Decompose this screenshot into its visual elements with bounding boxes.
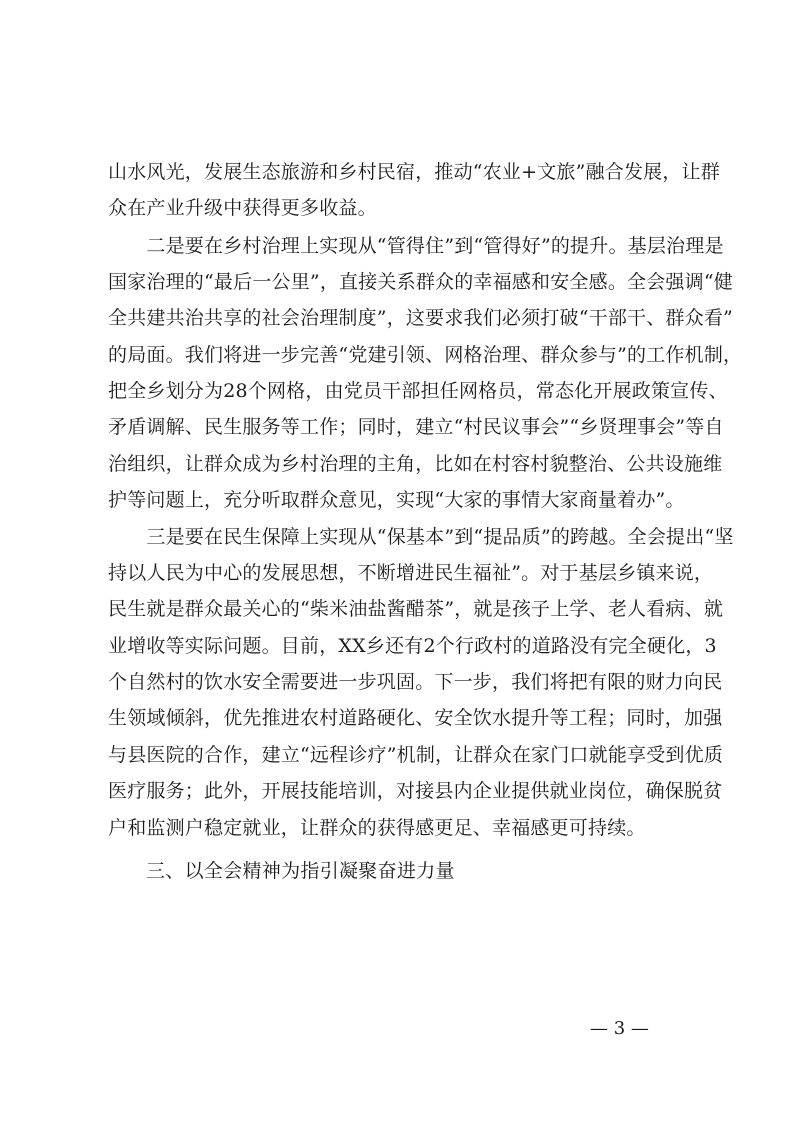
text-line: 持以人民为中心的发展思想，不断增进民生福祉”。对于基层乡镇来说， (108, 562, 714, 584)
text-line: 与县医院的合作，建立“远程诊疗”机制，让群众在家门口就能享受到优质 (108, 744, 724, 766)
text-line: 治组织，让群众成为乡村治理的主角，比如在村容村貌整治、公共设施维 (108, 453, 723, 475)
text-line: 民生就是群众最关心的“柴米油盐酱醋茶”，就是孩子上学、老人看病、就 (108, 598, 724, 620)
text-line: 山水风光，发展生态旅游和乡村民宿，推动“农业+文旅”融合发展，让群 (108, 161, 720, 183)
text-line: 矛盾调解、民生服务等工作；同时，建立“村民议事会”“乡贤理事会”等自 (108, 416, 724, 438)
text-line: 三是要在民生保障上实现从“保基本”到“提品质”的跨越。全会提出“坚 (108, 526, 734, 548)
text-line: 二是要在乡村治理上实现从“管得住”到“管得好”的提升。基层治理是 (108, 235, 724, 257)
text-line: 护等问题上，充分听取群众意见，实现“大家的事情大家商量着办”。 (108, 489, 685, 511)
text-line: 生领域倾斜，优先推进农村道路硬化、安全饮水提升等工程；同时，加强 (108, 707, 723, 729)
text-line: 医疗服务；此外，开展技能培训，对接县内企业提供就业岗位，确保脱贫 (108, 780, 723, 802)
text-line: 个自然村的饮水安全需要进一步巩固。下一步，我们将把有限的财力向民 (108, 671, 723, 693)
text-line: 的局面。我们将进一步完善“党建引领、网格治理、群众参与”的工作机制， (108, 344, 743, 366)
text-line: 业增收等实际问题。目前，XX乡还有2个行政村的道路没有完全硬化，3 (108, 635, 717, 657)
page-number: — 3 — (590, 1018, 649, 1039)
text-line: 全共建共治共享的社会治理制度”，这要求我们必须打破“干部干、群众看” (108, 307, 733, 329)
text-line: 户和监测户稳定就业，让群众的获得感更足、幸福感更可持续。 (108, 817, 646, 839)
text-line: 国家治理的“最后一公里”，直接关系群众的幸福感和安全感。全会强调“健 (108, 271, 733, 293)
text-line: 把全乡划分为28个网格，由党员干部担任网格员，常态化开展政策宣传、 (108, 380, 728, 402)
text-line: 众在产业升级中获得更多收益。 (108, 197, 377, 219)
section-heading: 三、以全会精神为指引凝聚奋进力量 (146, 860, 455, 882)
